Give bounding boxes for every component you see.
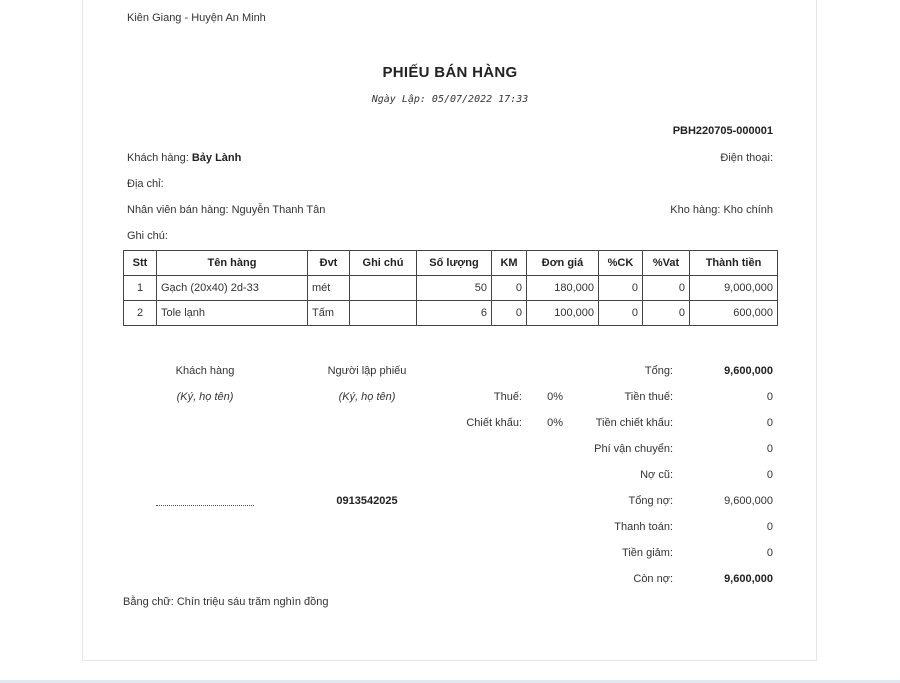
col-header: Ghi chú	[350, 251, 417, 276]
cell-promo: 0	[492, 276, 527, 301]
col-header: Đvt	[308, 251, 350, 276]
signature-dotted-line	[156, 499, 254, 506]
total-debt-label: Tổng nợ:	[628, 495, 673, 507]
phone-label: Điện thoại:	[720, 152, 773, 164]
old-debt-value: 0	[766, 469, 773, 481]
customer-label: Khách hàng:	[127, 152, 192, 164]
cell-ck: 0	[599, 276, 643, 301]
shipping-value: 0	[766, 443, 773, 455]
paid-label: Thanh toán:	[614, 521, 673, 533]
created-date: Ngày Lập: 05/07/2022 17:33	[371, 94, 529, 105]
address-label: Địa chỉ:	[127, 178, 164, 190]
cell-vat: 0	[643, 276, 690, 301]
creator-phone: 0913542025	[336, 495, 398, 507]
col-header: Số lượng	[417, 251, 492, 276]
creator-signature-hint: (Ký, họ tên)	[338, 391, 396, 403]
discount-rate-value: 0%	[547, 417, 563, 429]
col-header: Tên hàng	[157, 251, 308, 276]
reduced-value: 0	[766, 547, 773, 559]
shipping-label: Phí vận chuyển:	[594, 443, 673, 455]
customer-signature-hint: (Ký, họ tên)	[176, 391, 234, 403]
creator-signature-label: Người lập phiếu	[327, 365, 407, 377]
tax-amount-label: Tiền thuế:	[624, 391, 673, 403]
table-header-row	[124, 251, 778, 276]
customer-line	[127, 152, 241, 164]
invoice-code: PBH220705-000001	[672, 125, 773, 137]
cell-quantity: 50	[417, 276, 492, 301]
note-label: Ghi chú:	[127, 230, 168, 242]
paid-value: 0	[766, 521, 773, 533]
col-header: KM	[492, 251, 527, 276]
total-value: 9,600,000	[724, 365, 773, 377]
cell-unit: Tấm	[308, 301, 350, 326]
discount-rate-label: Chiết khấu:	[466, 417, 522, 429]
cell-promo: 0	[492, 301, 527, 326]
cell-quantity: 6	[417, 301, 492, 326]
discount-amount-value: 0	[766, 417, 773, 429]
col-header: Stt	[124, 251, 157, 276]
col-header: Thành tiền	[690, 251, 778, 276]
total-label: Tổng:	[644, 365, 673, 377]
discount-amount-label: Tiền chiết khấu:	[595, 417, 673, 429]
cell-stt: 2	[124, 301, 157, 326]
sales-staff: Nhân viên bán hàng: Nguyễn Thanh Tân	[127, 204, 326, 216]
tax-amount-value: 0	[766, 391, 773, 403]
tax-rate-label: Thuế:	[493, 391, 522, 403]
total-debt-value: 9,600,000	[724, 495, 773, 507]
tax-rate-value: 0%	[547, 391, 563, 403]
page-title: PHIẾU BÁN HÀNG	[382, 64, 518, 81]
cell-note	[350, 301, 417, 326]
reduced-label: Tiền giảm:	[622, 547, 673, 559]
cell-price: 180,000	[527, 276, 599, 301]
cell-stt: 1	[124, 276, 157, 301]
store-location: Kiên Giang - Huyện An Minh	[127, 12, 266, 24]
col-header: %CK	[599, 251, 643, 276]
old-debt-label: Nợ cũ:	[640, 469, 673, 481]
remaining-label: Còn nợ:	[633, 573, 673, 585]
cell-amount: 600,000	[690, 301, 778, 326]
col-header: Đơn giá	[527, 251, 599, 276]
cell-unit: mét	[308, 276, 350, 301]
customer-signature-label: Khách hàng	[175, 365, 235, 377]
cell-ck: 0	[599, 301, 643, 326]
cell-amount: 9,000,000	[690, 276, 778, 301]
customer-name: Bảy Lành	[191, 152, 242, 164]
cell-price: 100,000	[527, 301, 599, 326]
cell-note	[350, 276, 417, 301]
cell-vat: 0	[643, 301, 690, 326]
items-table	[123, 250, 778, 326]
table-row	[124, 301, 778, 326]
cell-product: Gạch (20x40) 2d-33	[157, 276, 308, 301]
table-row	[124, 276, 778, 301]
cell-product: Tole lạnh	[157, 301, 308, 326]
col-header: %Vat	[643, 251, 690, 276]
amount-in-words: Bằng chữ: Chín triệu sáu trăm nghìn đồng	[123, 596, 329, 608]
remaining-value: 9,600,000	[724, 573, 773, 585]
warehouse: Kho hàng: Kho chính	[670, 204, 773, 216]
